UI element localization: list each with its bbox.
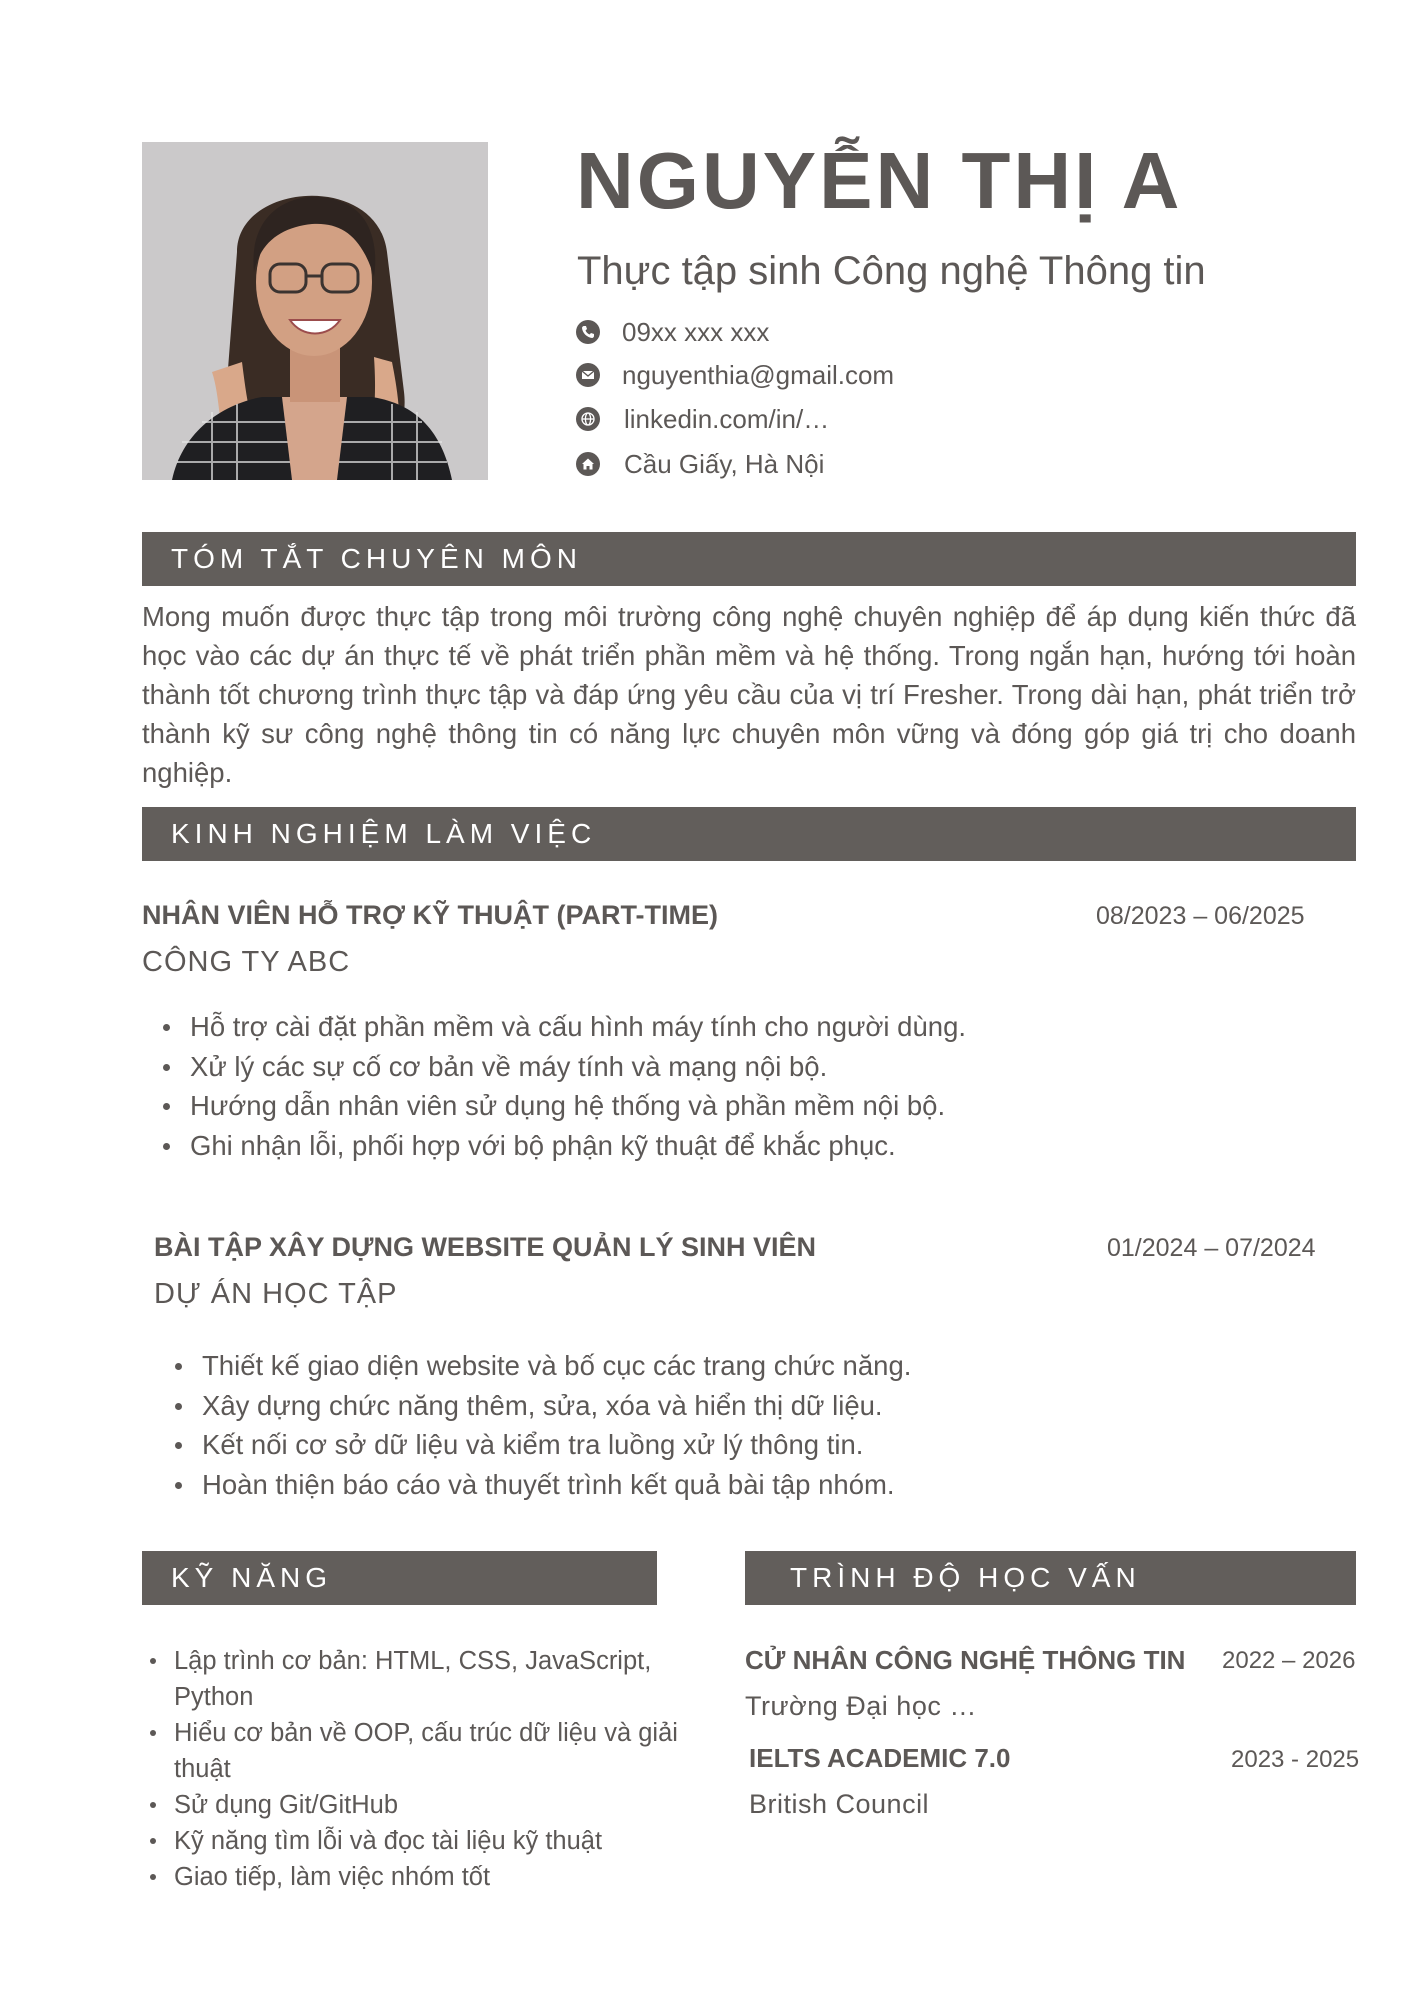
- contact-address: [576, 446, 1276, 482]
- list-item: Xây dựng chức năng thêm, sửa, xóa và hiển thị dữ liệu.: [202, 1386, 911, 1426]
- certificate-issuer: British Council: [749, 1789, 930, 1819]
- skills-list: [174, 1643, 684, 1895]
- education-heading: TRÌNH ĐỘ HỌC VẤN: [745, 1551, 1356, 1605]
- certificate-date: 2023 - 2025: [1231, 1746, 1360, 1773]
- list-item: Kết nối cơ sở dữ liệu và kiểm tra luồng xử lý thông tin.: [202, 1425, 911, 1465]
- phone-icon: [576, 320, 600, 344]
- list-item: Kỹ năng tìm lỗi và đọc tài liệu kỹ thuật: [174, 1823, 684, 1859]
- list-item: Hỗ trợ cài đặt phần mềm và cấu hình máy tính cho người dùng.: [190, 1007, 966, 1047]
- list-item: Sử dụng Git/GitHub: [174, 1787, 684, 1823]
- profile-photo: [142, 142, 488, 480]
- list-item: Hoàn thiện báo cáo và thuyết trình kết quả bài tập nhóm.: [202, 1465, 911, 1505]
- job-bullet-list: [190, 1007, 966, 1165]
- list-item: Giao tiếp, làm việc nhóm tốt: [174, 1859, 684, 1895]
- list-item: Xử lý các sự cố cơ bản về máy tính và mạng nội bộ.: [190, 1047, 966, 1087]
- certificate-title: IELTS ACADEMIC 7.0: [749, 1743, 1011, 1773]
- contact-phone: [576, 314, 1276, 350]
- degree-date: 2022 – 2026: [1222, 1647, 1356, 1674]
- list-item: Hiểu cơ bản về OOP, cấu trúc dữ liệu và giải thuật: [174, 1715, 684, 1787]
- summary-text: Mong muốn được thực tập trong môi trường công nghệ chuyên nghiệp để áp dụng kiến thức đã học vào các dự án thực tế về phát triển phần mềm và hệ thống. Trong ngắn hạn, hướng tới hoàn thành tốt chương trình thực tập và đáp ứng yêu cầu của vị trí Fresher. Trong dài hạn, phát triển trở thành kỹ sư công nghệ thông tin có năng lực chuyên môn vững và đóng góp giá trị cho doanh nghiệp.: [142, 601, 1356, 788]
- list-item: Lập trình cơ bản: HTML, CSS, JavaScript, Python: [174, 1643, 684, 1715]
- contact-linkedin: [576, 401, 1276, 437]
- list-item: Thiết kế giao diện website và bố cục các trang chức năng.: [202, 1346, 911, 1386]
- skills-heading: KỸ NĂNG: [142, 1551, 657, 1605]
- job-title: NHÂN VIÊN HỖ TRỢ KỸ THUẬT (PART-TIME): [142, 900, 719, 930]
- job-organization: DỰ ÁN HỌC TẬP: [154, 1278, 398, 1310]
- list-item: Hướng dẫn nhân viên sử dụng hệ thống và phần mềm nội bộ.: [190, 1086, 966, 1126]
- degree-title: CỬ NHÂN CÔNG NGHỆ THÔNG TIN: [745, 1645, 1186, 1675]
- job-date: 08/2023 – 06/2025: [1096, 902, 1305, 930]
- person-name: NGUYỄN THỊ A: [576, 136, 1183, 225]
- job-organization: CÔNG TY ABC: [142, 946, 351, 978]
- experience-heading: KINH NGHIỆM LÀM VIỆC: [142, 807, 1356, 861]
- globe-icon: [576, 407, 600, 431]
- degree-school: Trường Đại học …: [745, 1691, 977, 1721]
- job-role: Thực tập sinh Công nghệ Thông tin: [577, 249, 1206, 293]
- home-icon: [576, 452, 600, 476]
- email-text: nguyenthia@gmail.com: [622, 359, 895, 390]
- list-item: Ghi nhận lỗi, phối hợp với bộ phận kỹ thuật để khắc phục.: [190, 1126, 966, 1166]
- email-icon: [576, 363, 600, 387]
- address-text: Cầu Giấy, Hà Nội: [624, 448, 825, 479]
- contact-email: [576, 357, 1276, 393]
- linkedin-text: linkedin.com/in/…: [624, 403, 830, 434]
- portrait-illustration: [142, 142, 488, 480]
- phone-text: 09xx xxx xxx: [622, 316, 770, 347]
- job-date: 01/2024 – 07/2024: [1107, 1234, 1316, 1262]
- summary-heading: TÓM TẮT CHUYÊN MÔN: [142, 532, 1356, 586]
- job-title: BÀI TẬP XÂY DỰNG WEBSITE QUẢN LÝ SINH VIÊN: [154, 1232, 816, 1262]
- job-bullet-list: [202, 1346, 911, 1504]
